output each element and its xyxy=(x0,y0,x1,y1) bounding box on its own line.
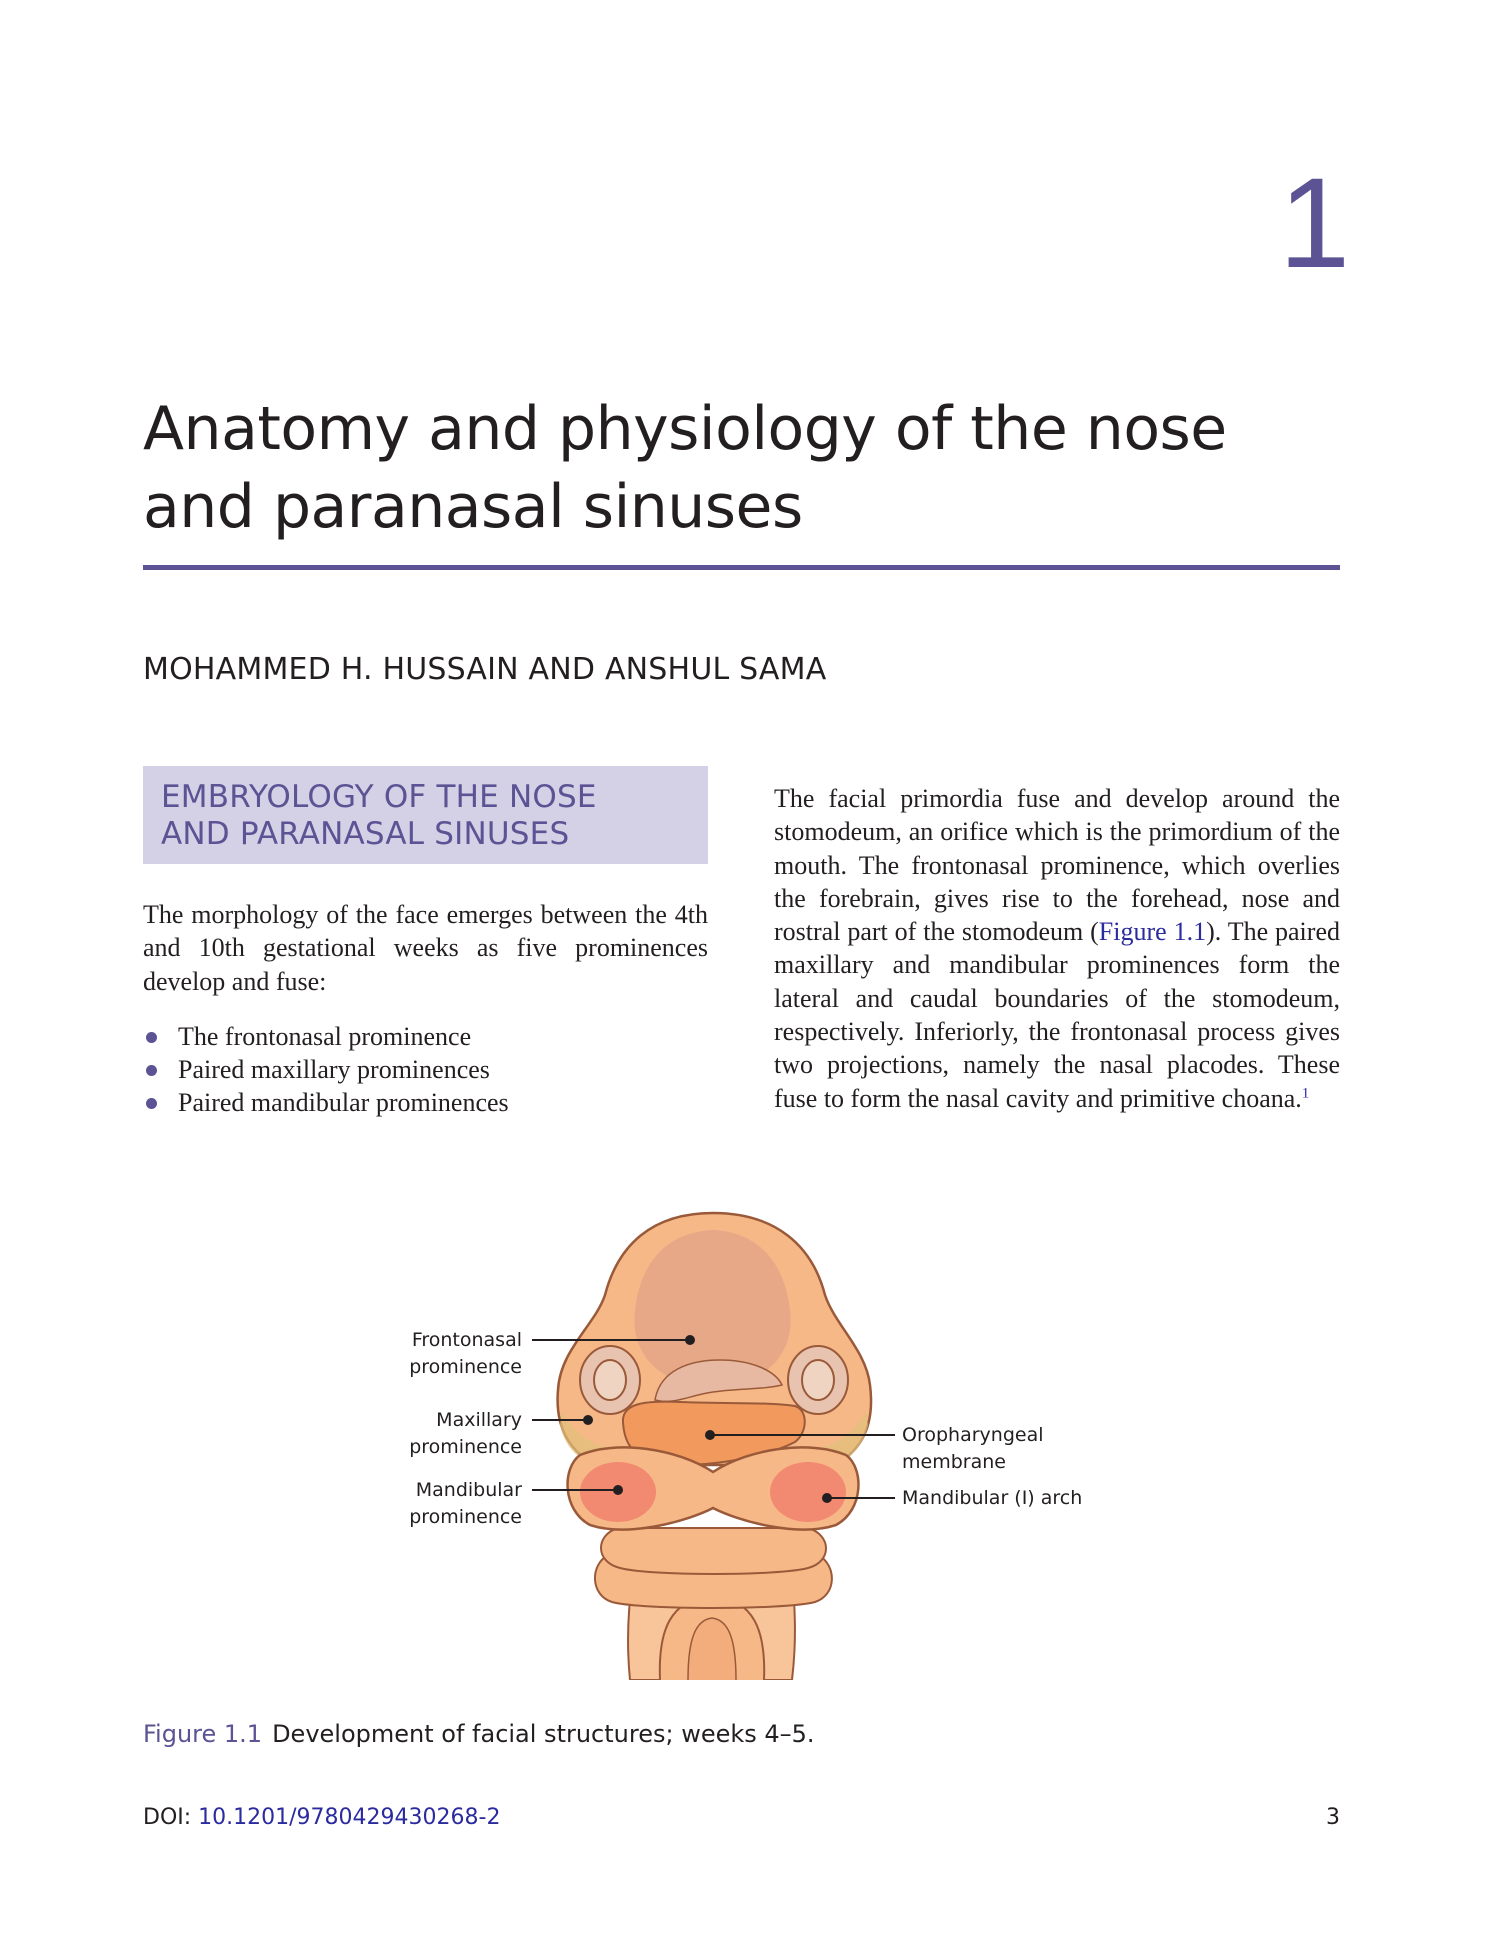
title-rule xyxy=(143,565,1340,570)
list-item: Paired maxillary prominences xyxy=(143,1053,708,1086)
doi-link[interactable]: 10.1201/9780429430268-2 xyxy=(198,1805,501,1830)
doi-label: DOI: xyxy=(143,1805,192,1830)
bullet-icon xyxy=(146,1098,157,1109)
body-paragraph: The facial primordia fuse and develop around the stomodeum, an orifice which is the primordium of the mouth. The frontonasal prominence, which overlies the forebrain, gives rise to the forehead, nose and rostral part of the stomodeum (Figure 1.1). The paired maxillary and mandibular prominences form the lateral and caudal boundaries of the stomodeum, respectively. Inferiorly, the frontonasal process gives two projections, namely the nasal placodes. These fuse to form the nasal cavity and primitive choana.$^1$ xyxy=(774,784,1340,1113)
list-item: The frontonasal prominence xyxy=(143,1020,708,1053)
label-mandibular-prominence: Mandibular prominence xyxy=(409,1479,522,1528)
chapter-authors: MOHAMMED H. HUSSAIN AND ANSHUL SAMA xyxy=(143,652,827,687)
left-column xyxy=(143,898,708,1120)
embryo-neck xyxy=(595,1528,832,1680)
label-frontonasal-prominence: Frontonasal prominence xyxy=(409,1329,522,1378)
section-heading-box xyxy=(143,766,708,864)
right-column xyxy=(774,782,1340,1115)
chapter-number: 1 xyxy=(1278,152,1350,295)
page-number: 3 xyxy=(1326,1805,1340,1830)
section-heading-line-2: AND PARANASAL SINUSES xyxy=(161,816,570,852)
label-mandibular-arch: Mandibular (I) arch xyxy=(902,1487,1083,1509)
footer-doi xyxy=(143,1805,500,1830)
list-item: Paired mandibular prominences xyxy=(143,1086,708,1119)
label-maxillary-prominence: Maxillary prominence xyxy=(409,1409,522,1458)
citation-link[interactable]: 1 xyxy=(1301,1085,1310,1102)
prominence-list xyxy=(143,1020,708,1120)
figure-1-1 xyxy=(390,1210,1110,1680)
section-heading-line-1: EMBRYOLOGY OF THE NOSE xyxy=(161,779,597,815)
bullet-icon xyxy=(146,1065,157,1076)
figure-caption xyxy=(143,1720,815,1748)
figure-caption-text: Development of facial structures; weeks 4–5. xyxy=(272,1720,815,1748)
chapter-title xyxy=(143,390,1343,546)
figure-caption-number: Figure 1.1 xyxy=(143,1720,263,1748)
section-heading xyxy=(161,779,690,853)
chapter-title-line-1: Anatomy and physiology of the nose xyxy=(143,394,1227,464)
figure-reference-link[interactable]: Figure 1.1 xyxy=(1098,917,1207,947)
label-oropharyngeal-membrane: Oropharyngeal membrane xyxy=(902,1424,1044,1473)
chapter-title-line-2: and paranasal sinuses xyxy=(143,472,803,542)
intro-paragraph: The morphology of the face emerges between the 4th and 10th gestational weeks as five prominences develop and fuse: xyxy=(143,900,708,996)
bullet-icon xyxy=(146,1032,157,1043)
